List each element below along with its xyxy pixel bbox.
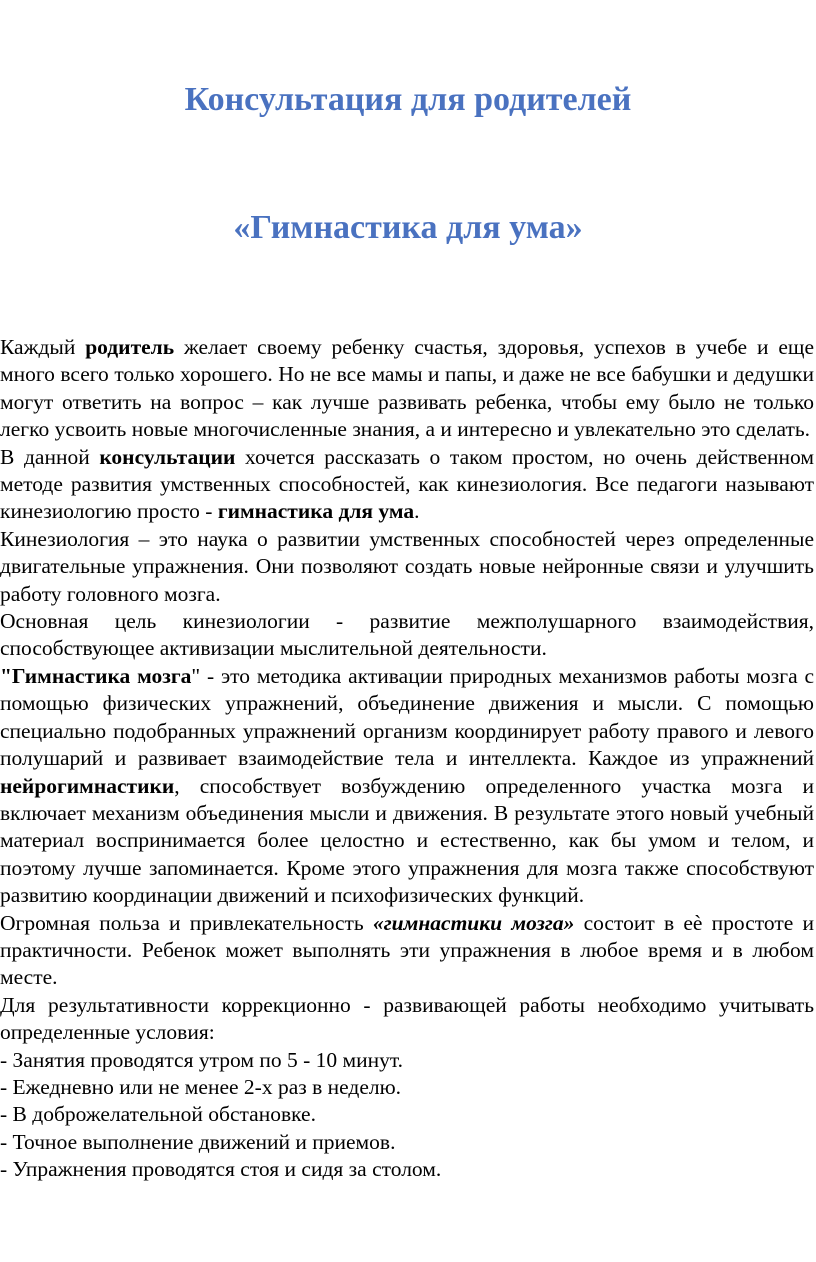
bold-term-brain-gym: "Гимнастика мозга: [0, 663, 192, 688]
list-item: - В доброжелательной обстановке.: [0, 1102, 316, 1127]
bold-term-parent: родитель: [85, 335, 175, 359]
text-run: хочется рассказать о таком простом, но очень действенном методе развития умственных способностей, как кинезиология. Все педагоги называют кинезиологию просто -: [0, 444, 814, 524]
paragraph-consultation: [0, 444, 814, 526]
text-run: желает своему ребенку счастья, здоровья, успехов в учебе и еще много всего только хорошего. Но не все мамы и папы, и даже не все бабушки и дедушки могут ответить на вопрос – как лучше развивать ребенка, чтобы ему было не только легко усвоить новые многочисленные знания, а и интересно и увлекательно это сделать.: [0, 335, 814, 442]
text-run: Каждый: [0, 335, 86, 359]
bold-italic-term-brain-gym: «гимнастики мозга»: [372, 910, 575, 935]
text-run: Огромная польза и привлекательность: [0, 910, 373, 935]
bold-term-neurogym: нейрогимнастики: [0, 773, 175, 798]
paragraph-conditions: [0, 992, 814, 1047]
conditions-list: [0, 1047, 814, 1184]
article-body: [0, 334, 814, 1184]
text-run: состоит в еѐ простоте и практичности. Ребенок может выполнять эти упражнения в любое время и в любом месте.: [0, 910, 814, 990]
text-run: " - это методика активации природных механизмов работы мозга с помощью физических упражнений, объединение движения и мысли. С помощью специально подобранных упражнений организм координирует работу правого и левого полушарий и развивает взаимодействие тела и интеллекта. Каждое из упражнений: [0, 663, 814, 771]
text-run: В данной: [0, 444, 100, 469]
text-run: .: [414, 499, 420, 524]
list-item: - Занятия проводятся утром по 5 - 10 минут.: [0, 1047, 404, 1072]
paragraph-brain-gym: [0, 663, 814, 910]
text-run: Кинезиология – это наука о развитии умственных способностей через определенные двигательные упражнения. Они позволяют создать новые нейронные связи и улучшить работу головного мозга.: [0, 526, 814, 606]
bold-term-consultation: консультации: [99, 444, 236, 469]
paragraph-kinesiology: [0, 526, 814, 608]
paragraph-goal: [0, 608, 814, 663]
paragraph-intro: [0, 334, 814, 444]
text-run: Для результативности коррекционно - развивающей работы необходимо учитывать определенные условия:: [0, 992, 814, 1045]
page-title: Консультация для родителей: [184, 81, 632, 118]
bold-term-mind-gymnastics: гимнастика для ума: [217, 499, 415, 524]
text-run: Основная цель кинезиологии - развитие межполушарного взаимодействия, способствующее активизации мыслительной деятельности.: [0, 609, 814, 661]
list-item: - Ежедневно или не менее 2-х раз в неделю.: [0, 1074, 402, 1099]
text-run: , способствует возбуждению определенного участка мозга и включает механизм объединения мысли и движения. В результате этого новый учебный материал воспринимается более целостно и естественно, как бы умом и телом, и поэтому лучше запоминается. Кроме этого упражнения для мозга также способствуют развитию координации движений и психофизических функций.: [0, 773, 814, 908]
list-item: - Точное выполнение движений и приемов.: [0, 1129, 396, 1154]
page-subtitle: «Гимнастика для ума»: [233, 209, 583, 246]
paragraph-benefit: [0, 910, 814, 992]
list-item: - Упражнения проводятся стоя и сидя за столом.: [0, 1157, 442, 1182]
